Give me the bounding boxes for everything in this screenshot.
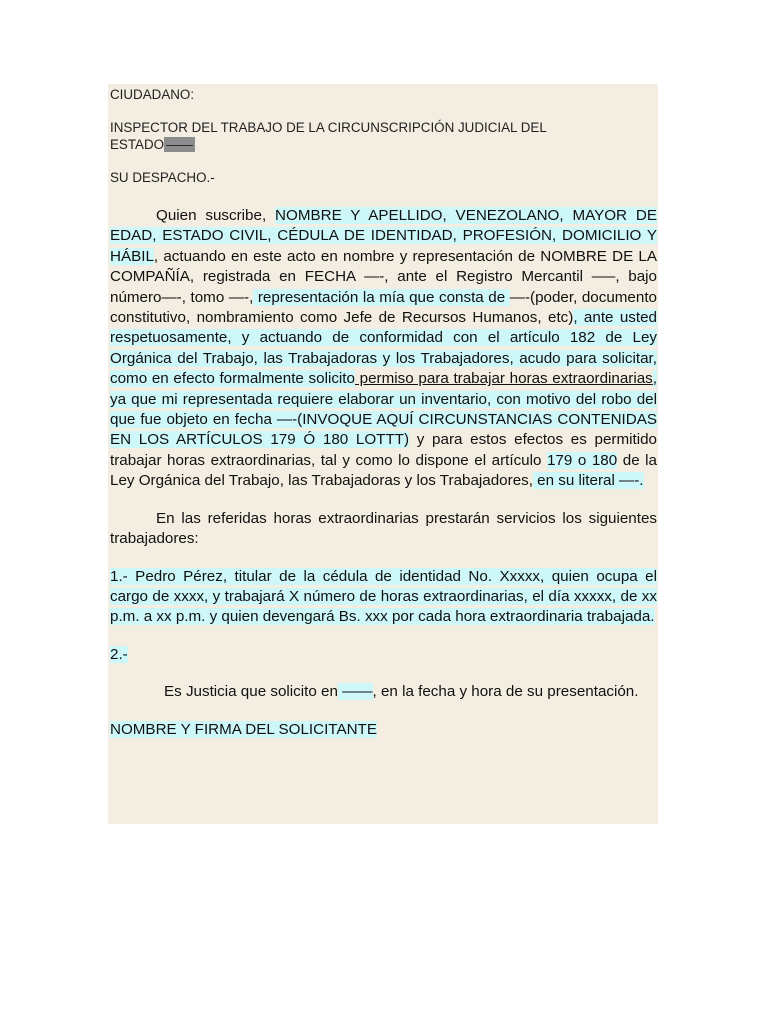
addressee-ciudadano: CIUDADANO:	[110, 87, 195, 102]
paragraph-signature	[110, 720, 657, 740]
estado-blank-field: ——	[166, 137, 193, 152]
paragraph-worker-2	[110, 645, 657, 665]
paragraph-workers-intro: En las referidas horas extraordinarias prestarán servicios los siguientes trabajadores:	[110, 509, 657, 548]
p1-article-intro: y para estos efectos es permitido trabajar horas extraordinarias, tal y como lo dispone el artículo	[110, 431, 657, 469]
p1-law-name: de la Ley Orgánica del Trabajo, las Trabajadoras y los Trabajadores,	[110, 451, 657, 490]
estado-label: ESTADO	[110, 137, 165, 152]
p1-intro: Quien suscribe,	[156, 207, 276, 224]
p1-applicant-data: NOMBRE Y APELLIDO, VENEZOLANO, MAYOR DE EDAD, ESTADO CIVIL, CÉDULA DE IDENTIDAD, PROFESIÓN, DOMICILIO Y HÁBIL	[110, 207, 657, 265]
p1-inventory: , ya que mi representada requiere elaborar un inventario	[110, 370, 657, 408]
signature-label: NOMBRE Y FIRMA DEL SOLICITANTE	[110, 720, 377, 738]
paragraph-worker-1	[110, 567, 657, 628]
p1-circumstances: , con motivo del robo del que fue objeto en fecha —-(INVOQUE AQUÍ CIRCUNSTANCIAS CONTENIDAS EN LOS ARTÍCULOS 179 Ó 180 LOTTT)	[110, 390, 658, 449]
p1-article-numbers: 179 o 180	[546, 451, 618, 469]
worker-1-text: 1.- Pedro Pérez, titular de la cédula de identidad No. Xxxxx, quien ocupa el cargo de xxxx, y trabajará X número de horas extraordinarias, el día xxxxx, de xx p.m. a xx p.m. y quien devengará Bs. xxx por cada hora extraordinaria trabajada.	[110, 567, 657, 626]
worker-2-text: 2.-	[110, 645, 128, 663]
closing-end: , en la fecha y hora de su presentación.	[372, 683, 639, 701]
p1-permit-request: permiso para trabajar horas extraordinarias	[354, 370, 653, 388]
addressee-inspector	[110, 119, 657, 153]
su-despacho: SU DESPACHO.-	[110, 170, 215, 185]
paragraph-closing	[110, 682, 657, 702]
paragraph-request	[110, 206, 657, 492]
p1-literal: en su literal —-.	[532, 472, 644, 490]
document-page	[108, 84, 658, 824]
closing-start: Es Justicia que solicito en	[164, 683, 338, 701]
p1-representation: representación la mía que consta de	[253, 288, 510, 306]
inspector-line: INSPECTOR DEL TRABAJO DE LA CIRCUNSCRIPCIÓN JUDICIAL DEL	[110, 120, 547, 135]
p1-company: , actuando en este acto en nombre y representación de NOMBRE DE LA COMPAÑÍA, registrada en FECHA —-, ante el Registro Mercantil —–, bajo número—-, tomo —-,	[110, 247, 657, 306]
p1-legal-basis: , ante usted respetuosamente, y actuando de conformidad con el artículo 182 de Ley Orgánica del Trabajo, las Trabajadoras y los Trabajadores, acudo para solicitar, como en efecto formalmente solicito	[110, 309, 658, 388]
p1-document-type: —-(poder, documento constitutivo, nombramiento como Jefe de Recursos Humanos, etc)	[110, 288, 657, 327]
closing-blank: ——	[337, 683, 373, 701]
